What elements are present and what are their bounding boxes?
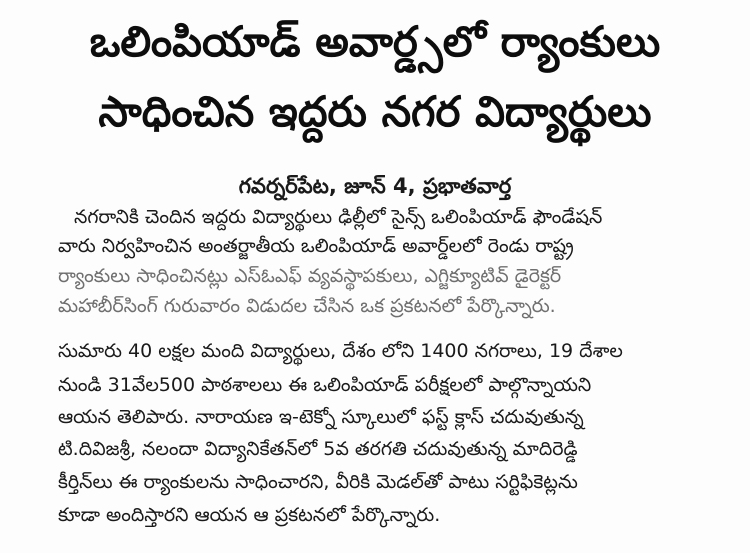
headline-line-1: ఒలింపియాడ్ అవార్డ్సలో ర్యాంకులు <box>89 17 661 66</box>
body-line-9: కీర్తిన్‌లు ఈ ర్యాంకులను సాధించారని, వీరికి మెడల్‌తో పాటు సర్టిఫికెట్లను <box>58 471 578 493</box>
body-line-4: మహాబీర్‌సింగ్ గురువారం విడుదల చేసిన ఒక ప్రకటనలో పేర్కొన్నారు. <box>58 295 556 317</box>
body-line-10: కూడా అందిస్తారని ఆయన ఆ ప్రకటనలో పేర్కొన్నారు. <box>58 504 441 526</box>
body-line-1: నగరానికి చెందిన ఇద్దరు విద్యార్థులు ఢిల్లీలో సైన్స్ ఒలింపియాడ్ ఫౌండేషన్ <box>74 206 603 228</box>
body-line-2: వారు నిర్వహించిన అంతర్జాతీయ ఒలింపియాడ్ అవార్డ్‌లలో రెండు రాష్ట్ర <box>58 235 574 257</box>
body-line-5: సుమారు 40 లక్షల మంది విద్యార్థులు, దేశం లోని 1400 నగరాలు, 19 దేశాల <box>58 340 623 362</box>
body-line-3: ర్యాంకులు సాధించినట్లు ఎస్‌ఓఎఫ్ వ్యవస్థాపకులు, ఎగ్జిక్యూటివ్ డైరెక్టర్ <box>58 265 562 287</box>
body-line-6: నుండి 31వేల500 పాఠశాలలు ఈ ఒలింపియాడ్ పరీక్షలలో పాల్గొన్నాయని <box>58 374 592 396</box>
headline-line-2: సాధించిన ఇద్దరు నగర విద్యార్థులు <box>98 87 652 136</box>
body-line-7: ఆయన తెలిపారు. నారాయణ ఇ-టెక్నో స్కూలులో ఫస్ట్ క్లాస్ చదువుతున్న <box>58 406 584 428</box>
body-line-8: టి.దివిజశ్రీ, నలందా విద్యానికేతన్‌లో 5వ తరగతి చదువుతున్న మాదిరెడ్డి <box>58 438 578 460</box>
dateline: గవర్నర్‌పేట, జూన్ 4, ప్రభాతవార్త <box>238 174 512 198</box>
